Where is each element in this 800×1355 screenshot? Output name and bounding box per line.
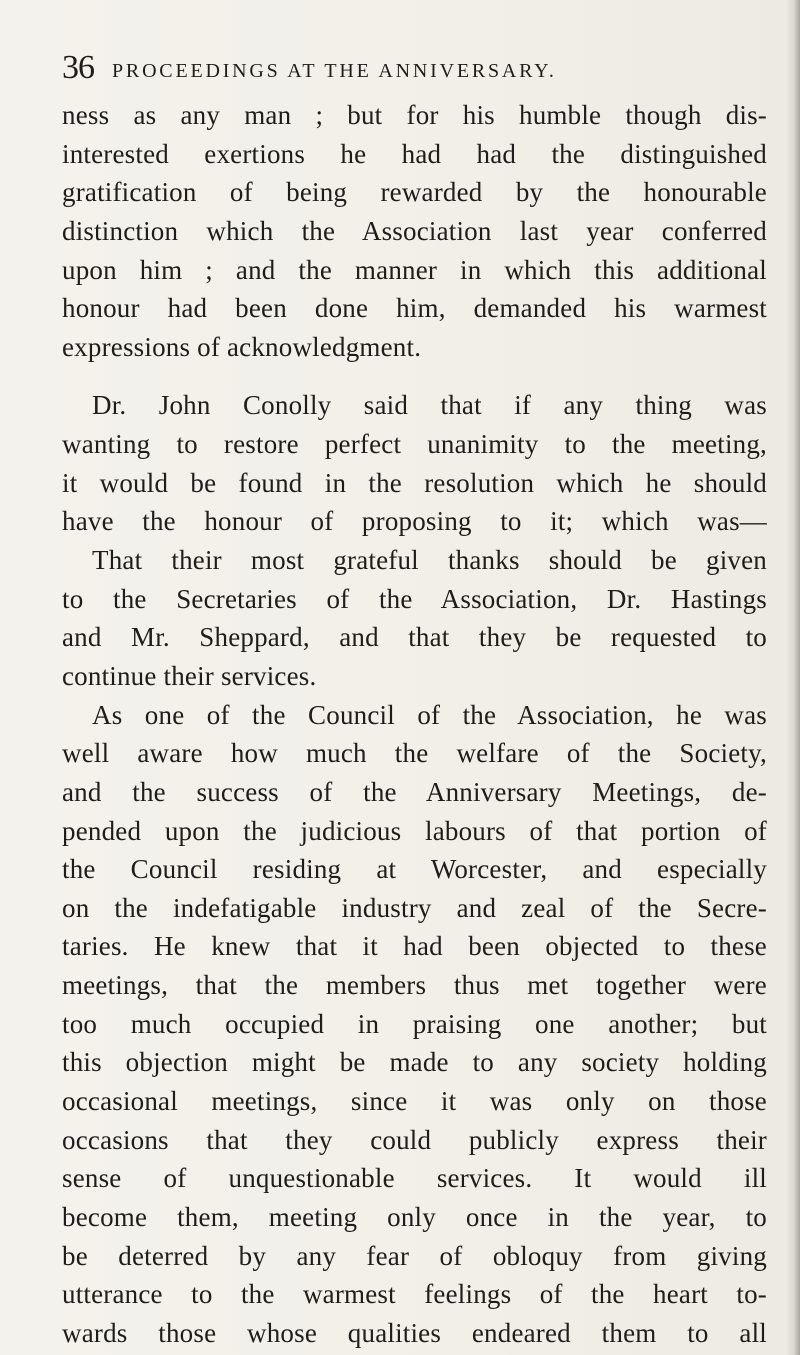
text-line: utterance to the warmest feelings of the heart to- [62, 1279, 767, 1310]
text-line: it would be found in the resolution which he should [62, 467, 767, 498]
text-line: the Council residing at Worcester, and especially [62, 854, 767, 885]
page-number: 36 [62, 49, 94, 86]
text-line: expressions of acknowledgment. [62, 331, 422, 362]
text-line: well aware how much the welfare of the Society, [62, 738, 767, 769]
text-line: this objection might be made to any society holding [62, 1047, 767, 1078]
paragraph-gap [62, 366, 767, 386]
text-line: Dr. John Conolly said that if any thing was [92, 390, 767, 421]
text-line: on the indefatigable industry and zeal of the Secre- [62, 892, 767, 923]
text-line: occasions that they could publicly express their [62, 1124, 767, 1155]
page-edge-shadow [786, 0, 800, 1355]
text-line: wanting to restore perfect unanimity to the meeting, [62, 429, 767, 460]
text-line: to the Secretaries of the Association, Dr. Hastings [62, 583, 767, 614]
text-line: distinction which the Association last year conferred [62, 215, 767, 246]
text-line: meetings, that the members thus met together were [62, 970, 767, 1001]
text-line: and Mr. Sheppard, and that they be requested to [62, 622, 767, 653]
body-text [62, 96, 767, 1353]
text-line: As one of the Council of the Association, he was [92, 699, 767, 730]
text-line: interested exertions he had had the distinguished [62, 138, 767, 169]
text-line: occasional meetings, since it was only on those [62, 1086, 767, 1117]
text-line: too much occupied in praising one another; but [62, 1008, 767, 1039]
page-header [62, 48, 762, 92]
text-line: pended upon the judicious labours of that portion of [62, 815, 767, 846]
running-head: PROCEEDINGS AT THE ANNIVERSARY. [112, 60, 557, 82]
text-line: and the success of the Anniversary Meetings, de- [62, 776, 767, 807]
text-line: ness as any man ; but for his humble though dis- [62, 100, 767, 130]
text-line: upon him ; and the manner in which this additional [62, 254, 767, 285]
text-line: sense of unquestionable services. It would ill [62, 1163, 767, 1194]
text-line: wards those whose qualities endeared them to all [62, 1317, 767, 1348]
text-line: That their most grateful thanks should be given [92, 545, 767, 576]
text-line: become them, meeting only once in the year, to [62, 1201, 767, 1232]
text-line: have the honour of proposing to it; which was— [62, 506, 767, 537]
text-line: gratification of being rewarded by the honourable [62, 177, 767, 208]
text-line: be deterred by any fear of obloquy from giving [62, 1240, 767, 1271]
text-line: continue their services. [62, 660, 317, 691]
text-line: honour had been done him, demanded his warmest [62, 293, 767, 324]
text-line: taries. He knew that it had been objected to these [62, 931, 767, 962]
